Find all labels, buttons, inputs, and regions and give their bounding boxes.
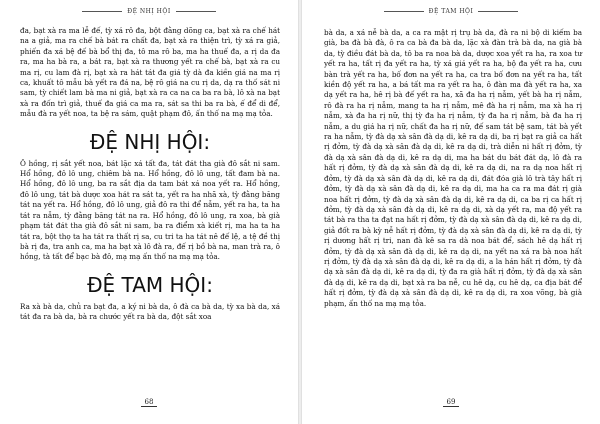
paragraph: bà da, a xá nễ bà da, a ca ra mật rị trụ bà da, đà ra ni bộ di kiếm ba già, ba đà bà đà, ô ra ca bà đa bà da, lặc xà đàn trà bà da, na già bà da, tỳ điều đát bà da, tô ba ra noa bà da, dược xoa yết ra ha, ra xoa tư yết ra ha, tất rị đa yết ra ha, tỳ xá giá yết ra ha, bộ đa yết ra ha, cưu bàn trà yết ra ha, bố đơn na yết ra ha, ca tra bố đơn na yết ra ha, tất kiền độ yết ra ha, a bá tất ma ra yết ra ha, ô đàn ma đà yết ra ha, xa dạ yết ra ha, hê rị bà đế yết ra ha, xã đa ha rị nẫm, yết bà ha rị nẫm, rô đà ra ha rị nẫm, mang ta ha rị nẫm, mê đà ha rị nẫm, ma xà ha rị nẫm, xà đa ha rị nữ, thị tỳ đa ha rị nẫm, tỳ đa ha rị nẫm, bà đa ha rị nẫm, a du giá ha rị nữ, chất đa ha rị nữ, đế sam tát bệ sam, tát bà yết ra ha nẫm, tỳ đà dạ xà sân đà dạ di, kê ra dạ di, ba rị bạt ra giả ca hất rị đởm, tỳ đà dạ xà sân đà dạ di, kê ra dạ di, trà diễn ni hất rị đởm, tỳ đà dạ xà sân đà dạ di, kê ra dạ di, ma ha bát du bát đát dạ, lô đà ra hất rị đởm, tỳ đà dạ xà sân đà dạ di, kê ra dạ di, na ra dạ noa hất rị đởm, tỳ đà dạ xà sân đà dạ di, kê ra dạ di, đát đóa già lô trà tây hất rị đởm, tỳ đà dạ xà sân đà dạ di, kê ra dạ di, ma ha ca ra ma đát rị già noa hất rị đởm, tỳ đà dạ xà sân đà dạ di, kê ra dạ di, ca ba rị ca hất rị đởm, tỳ đà dạ xà sân đà dạ di, kê ra dạ di, xà dạ yết ra, ma độ yết ra tát bà ra tha ta đạt na hất rị đởm, tỳ đà dạ xà sân đà dạ di, kê ra dạ di, giả đốt ra bà kỳ nễ hất rị đởm, tỳ đà dạ xà sân đà dạ di, kê ra dạ di, tỳ rị dương hất rị tri, nan đà kê sa ra dà noa bát để, sách hê dạ hất rị đởm, tỳ đà dạ xà sân đà dạ di, kê ra dạ di, na yết na xá ra bà noa hất rị đởm, tỳ đà dạ xà sân đà dạ di, kê ra dạ di, a la hán hất rị đởm, tỳ đà dạ xà sân đà dạ di, kê ra dạ di, tỳ đa ra già hất rị đởm, tỳ đà dạ xà sân đà dạ di, kê ra dạ di, bạt xà ra ba nễ, cu hê dạ, cu hê dạ, ca địa bát để hất rị đởm, tỳ đà dạ xà sân đà dạ di, kê ra dạ di, ra xoa võng, bà già phạm, ấn thố na mạ mạ tỏa. [324,28,582,308]
left-page [0,0,298,424]
running-head: ĐỆ TAM HỘI [302,8,600,15]
paragraph: đa, bạt xà ra ma lễ đế, tỳ xá rô đa, bột đằng dõng ca, bạt xà ra chế hát na a giả, ma ra chế bà bát ra chất đa, bạt xà ra thiện trì, tỳ xá ra giả, phiến đa xá bệ đế bà bổ thị đa, tô ma rô ba, ma ha thuế đa, a rị da đa ra, ma ha bà ra, a bát ra, bạt xà ra thương yết ra chế bà, bạt xà ra cu ma rị, cu lam đà rị, bạt xà ra hát tát đa giá tỳ dà đa kiền giá na ma rị ca, khuất tô mẫu bà yết ra đá na, bệ rô giá na cu rị da, dạ ra thố sát ni sam, tỳ chiết lam bà ma ni giả, bạt xà ra ca na ca ba ra bà, lô xà na bạt xà ra đốn trì giả, thuế đa giá ca ma ra, sát sa thi ba ra bà, ế để di để, mẫu đà ra yết noa, ta bệ ra sám, quật phạm đô, ấn thố na mạ mạ tỏa. [20,26,280,119]
page-number-text: 68 [141,398,158,407]
paragraph: Ô hồng, rị sắt yết noa, bát lặc xá tất đa, tát đát tha già đô sắt ni sam. Hổ hồng, đô lô ung, chiêm bà na. Hổ hồng, đô lô ung, tất đam bà na. Hổ hồng, đô lô ung, ba ra sắt địa da tam bát xá noa yết ra. Hổ hồng, đô lô ung, tát bà dược xoa hát ra sát ta, yết ra ha nhã xà, tỳ đằng băng tát na yết ra. Hổ hồng, đô lô ung, giả đô ra thi để nẫm, yết ra ha, ta ha tát ra nẫm, tỳ đằng băng tát na ra. Hổ hồng, đô lô ung, ra xoa, bà già phạm tát đát tha già đô sắt ni sam, ba ra điểm xà kiết rị, ma ha ta ha tát ra, bột thọ ta ha tát ra thất rị sa, cu tri ta ha tát nê đế lệ, a tệ đề thị bà rị đa, tra anh ca, ma ha bạt xà lô đà ra, đế rị bồ bà na, man trà ra, ô hồng, tà tất để bạc bà đô, mạ mạ ấn thố na mạ mạ tỏa. [20,158,280,262]
running-head: ĐỆ NHỊ HỘI [0,8,298,15]
section-heading: ĐỆ TAM HỘI: [87,272,213,297]
page-body [20,26,280,323]
page-number [302,398,600,406]
section-heading: ĐỆ NHỊ HỘI: [89,129,211,154]
page-number-text: 69 [443,398,460,407]
page-body [324,28,582,309]
page-number [0,398,298,406]
right-page [302,0,600,424]
paragraph: Ra xà bà da, chủ ra bạt đa, a ký ni bà da, ô đà ca bà da, tỳ xa bà da, xá tát đa ra bà da, bà ra chước yết ra bà da, đột sắt xoa [20,301,280,322]
